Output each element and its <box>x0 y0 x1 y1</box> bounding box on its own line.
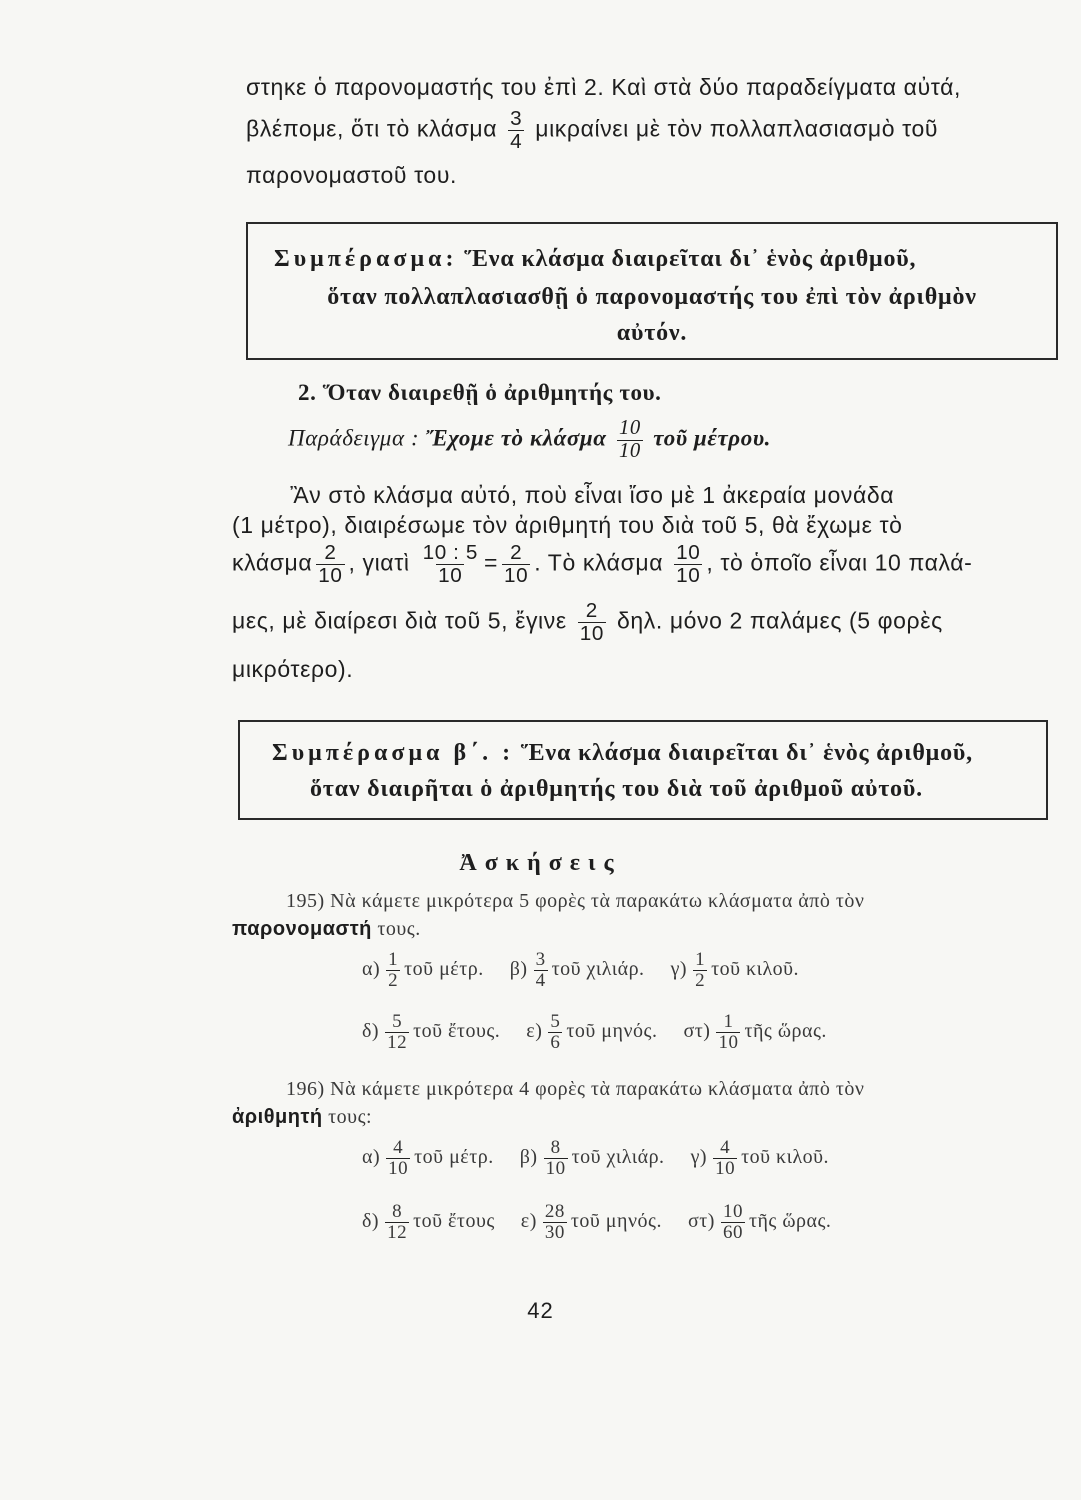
conclusion-b-line-2: ὅταν διαιρῆται ὁ ἀριθμητής του διὰ τοῦ ἀριθμοῦ αὐτοῦ. <box>310 776 923 802</box>
exercise-item <box>670 949 800 991</box>
paragraph-line-5: μικρότερο). <box>232 656 354 682</box>
fraction-numerator: 8 <box>392 1201 403 1222</box>
fraction <box>713 1138 737 1179</box>
fraction-numerator: 4 <box>393 1137 404 1158</box>
exercise-item-label: στ) <box>687 1210 715 1233</box>
paragraph-text: κλάσμα <box>232 549 313 576</box>
exercise-item-label: β) <box>519 1146 538 1169</box>
paragraph-text: δηλ. μόνο 2 παλάμες (5 φορὲς <box>616 607 943 634</box>
fraction-numerator: 2 <box>324 541 337 564</box>
intro-line-3: παρονομαστοῦ του. <box>246 162 457 188</box>
exercise-item-label: δ) <box>362 1020 380 1043</box>
fraction-denominator: 4 <box>535 969 546 991</box>
exercise-item <box>683 1011 827 1053</box>
paragraph-text: , τὸ ὁποῖο εἶναι 10 παλά- <box>706 549 973 576</box>
exercise-item-text: τοῦ κιλοῦ. <box>711 958 800 981</box>
fraction <box>386 950 400 991</box>
paragraph-line-4 <box>232 600 943 644</box>
exercise-item-text: τοῦ μέτρ. <box>404 958 484 981</box>
example-line <box>288 418 771 462</box>
exercise-item <box>362 1137 494 1179</box>
exercise-item-text: τοῦ ἔτους <box>413 1210 495 1233</box>
conclusion-a-line-3: αὐτόν. <box>616 320 688 346</box>
exercise-item-label: α) <box>362 958 381 981</box>
fraction <box>534 950 548 991</box>
exercise-item-label: στ) <box>683 1020 711 1043</box>
exercise-195-line-1: 195) Νὰ κάμετε μικρότερα 5 φορὲς τὰ παρακάτω κλάσματα ἀπὸ τὸν <box>286 890 865 912</box>
fraction <box>544 1138 568 1179</box>
fraction-denominator: 10 <box>318 563 343 587</box>
fraction-numerator: 10 : 5 <box>422 541 478 564</box>
exercise-196-row-2 <box>362 1202 831 1243</box>
exercise-item-label: ε) <box>520 1210 537 1233</box>
fraction <box>578 600 606 644</box>
fraction <box>421 542 480 586</box>
fraction-numerator: 1 <box>723 1011 734 1032</box>
fraction-denominator: 10 <box>718 1031 739 1053</box>
example-label: Παράδειγμα : <box>288 425 420 451</box>
exercise-item-text: τοῦ μηνός. <box>570 1210 662 1233</box>
fraction <box>502 542 530 586</box>
fraction-numerator: 10 <box>676 541 701 564</box>
fraction <box>508 108 524 152</box>
exercise-item <box>509 949 645 991</box>
exercise-item-text: τοῦ μέτρ. <box>414 1146 494 1169</box>
fraction-denominator: 2 <box>388 969 399 991</box>
conclusion-b-label: Συμπέρασμα β΄. : <box>272 740 515 766</box>
fraction <box>721 1202 745 1243</box>
fraction <box>693 950 707 991</box>
exercises-title: Ἀσκήσεις <box>459 850 622 876</box>
fraction-numerator: 2 <box>510 541 523 564</box>
conclusion-a-line-1 <box>274 246 1081 273</box>
intro-line-2 <box>246 108 938 152</box>
exercise-196-text: τους: <box>322 1106 373 1128</box>
fraction-numerator: 28 <box>544 1201 565 1222</box>
fraction-numerator: 10 <box>722 1201 743 1222</box>
page-number: 42 <box>527 1298 554 1323</box>
conclusion-box-a <box>246 222 1058 360</box>
exercise-item <box>362 1011 501 1053</box>
exercise-196-line-2 <box>232 1106 372 1129</box>
fraction <box>385 1202 409 1243</box>
fraction-denominator: 30 <box>544 1221 565 1243</box>
exercise-item-text: τῆς ὥρας. <box>744 1020 827 1043</box>
intro-line-1: στηκε ὁ παρονομαστής του ἐπὶ 2. Καὶ στὰ δύο παραδείγματα αὐτά, <box>246 74 962 100</box>
exercise-item <box>520 1201 662 1243</box>
exercise-item <box>519 1137 665 1179</box>
fraction-numerator: 2 <box>585 599 598 622</box>
fraction-denominator: 12 <box>387 1221 408 1243</box>
exercise-item-label: ε) <box>526 1020 543 1043</box>
paragraph-line-1: Ἂν στὸ κλάσμα αὐτό, ποὺ εἶναι ἴσο μὲ 1 ἀκεραία μονάδα <box>290 482 895 508</box>
conclusion-a-label: Συμπέρασμα: <box>274 246 458 272</box>
paragraph-text: . Τὸ κλάσμα <box>534 549 664 576</box>
fraction <box>543 1202 567 1243</box>
exercise-item-text: τῆς ὥρας. <box>748 1210 832 1233</box>
fraction-denominator: 10 <box>715 1157 736 1179</box>
exercise-195-emphasis: παρονομαστή <box>232 918 372 940</box>
exercise-item-label: γ) <box>690 1146 708 1169</box>
fraction-denominator: 10 <box>438 563 463 587</box>
exercise-item-text: τοῦ ἔτους. <box>413 1020 501 1043</box>
fraction-denominator: 10 <box>618 439 641 462</box>
exercise-196-row-1 <box>362 1138 829 1179</box>
fraction-numerator: 4 <box>720 1137 731 1158</box>
exercise-item-label: γ) <box>670 958 688 981</box>
fraction-denominator: 4 <box>510 129 523 153</box>
conclusion-b-text-1: Ἕνα κλάσμα διαιρεῖται δι᾽ ἑνὸς ἀριθμοῦ, <box>520 740 973 766</box>
fraction-numerator: 5 <box>392 1011 403 1032</box>
conclusion-a-text-1: Ἕνα κλάσμα διαιρεῖται δι᾽ ἑνὸς ἀριθμοῦ, <box>464 246 917 272</box>
fraction-denominator: 10 <box>388 1157 409 1179</box>
exercise-item <box>690 1137 830 1179</box>
fraction-denominator: 10 <box>504 563 529 587</box>
fraction <box>316 542 344 586</box>
fraction-denominator: 10 <box>579 621 604 645</box>
intro-line-2-text: βλέπομε, ὅτι τὸ κλάσμα <box>246 115 498 142</box>
fraction-numerator: 3 <box>535 949 546 970</box>
exercise-item-label: α) <box>362 1146 381 1169</box>
fraction <box>716 1012 740 1053</box>
section-2-heading: 2. Ὅταν διαιρεθῇ ὁ ἀριθμητής του. <box>298 380 662 405</box>
fraction-numerator: 1 <box>695 949 706 970</box>
fraction <box>674 542 702 586</box>
intro-line-2-text-after: μικραίνει μὲ τὸν πολλαπλασιασμὸ τοῦ <box>535 115 939 142</box>
paragraph-text: μες, μὲ διαίρεσι διὰ τοῦ 5, ἔγινε <box>232 607 567 634</box>
conclusion-b-line-1 <box>272 740 1078 767</box>
fraction <box>386 1138 410 1179</box>
exercise-195-row-2 <box>362 1012 827 1053</box>
exercise-item-text: τοῦ μηνός. <box>566 1020 658 1043</box>
paragraph-line-2: (1 μέτρο), διαιρέσωμε τὸν ἀριθμητή του διὰ τοῦ 5, θὰ ἔχωμε τὸ <box>232 512 903 538</box>
fraction-numerator: 10 <box>618 417 641 439</box>
exercise-196-line-1: 196) Νὰ κάμετε μικρότερα 4 φορὲς τὰ παρακάτω κλάσματα ἀπὸ τὸν <box>286 1078 865 1100</box>
exercise-item <box>687 1201 832 1243</box>
exercise-item-text: τοῦ χιλιάρ. <box>571 1146 665 1169</box>
exercise-196-emphasis: ἀριθμητή <box>232 1106 323 1128</box>
paragraph-line-3 <box>232 542 972 586</box>
fraction-denominator: 6 <box>550 1031 561 1053</box>
fraction <box>617 418 643 462</box>
fraction-numerator: 3 <box>510 107 523 130</box>
fraction-denominator: 10 <box>676 563 701 587</box>
exercise-item <box>362 1201 495 1243</box>
fraction-denominator: 10 <box>545 1157 566 1179</box>
conclusion-box-b <box>238 720 1048 820</box>
exercise-item-label: δ) <box>362 1210 380 1233</box>
exercise-item-text: τοῦ χιλιάρ. <box>551 958 645 981</box>
exercise-195-row-1 <box>362 950 799 991</box>
fraction-denominator: 60 <box>722 1221 743 1243</box>
fraction-numerator: 8 <box>550 1137 561 1158</box>
conclusion-a-line-2: ὅταν πολλαπλασιασθῇ ὁ παρονομαστής του ἐπὶ τὸν ἀριθμὸν <box>327 284 977 310</box>
fraction <box>548 1012 562 1053</box>
example-text: Ἔχομε τὸ κλάσμα <box>425 425 607 451</box>
paragraph-text: , γιατὶ <box>348 549 410 576</box>
equals-sign: = <box>483 549 499 576</box>
fraction-numerator: 5 <box>550 1011 561 1032</box>
exercise-item <box>526 1011 658 1053</box>
exercise-item <box>362 949 484 991</box>
example-text-after: τοῦ μέτρου. <box>653 425 772 451</box>
exercise-item-text: τοῦ κιλοῦ. <box>741 1146 830 1169</box>
fraction-numerator: 1 <box>388 949 399 970</box>
fraction-denominator: 12 <box>387 1031 408 1053</box>
fraction-denominator: 2 <box>695 969 706 991</box>
exercise-195-line-2 <box>232 918 421 941</box>
exercise-195-text: τους. <box>371 918 421 940</box>
exercise-item-label: β) <box>509 958 528 981</box>
fraction <box>385 1012 409 1053</box>
